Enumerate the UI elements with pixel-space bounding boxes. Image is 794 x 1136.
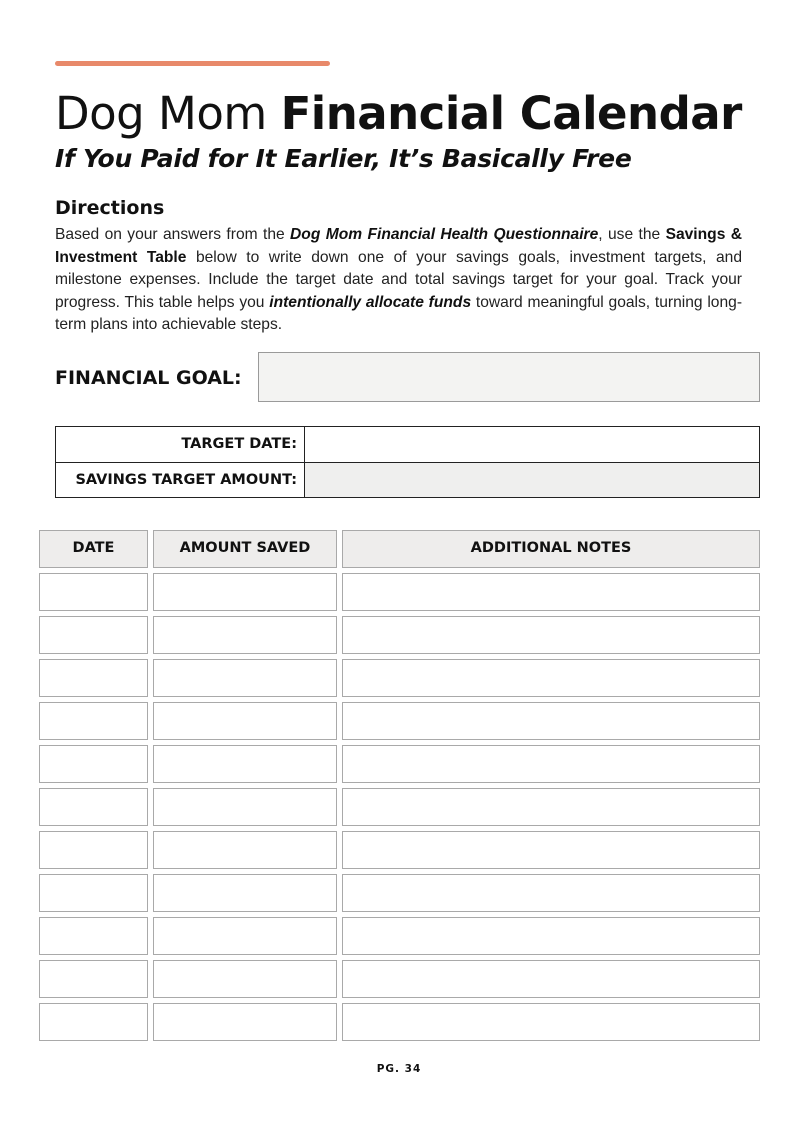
savings-target-row bbox=[56, 462, 759, 497]
amount-saved-cell[interactable] bbox=[153, 874, 337, 912]
amount-saved-cell[interactable] bbox=[153, 831, 337, 869]
financial-goal-field[interactable] bbox=[258, 352, 760, 402]
amount-saved-cell[interactable] bbox=[153, 616, 337, 654]
date-cell[interactable] bbox=[39, 788, 148, 826]
page-number: PG. 34 bbox=[376, 1063, 422, 1075]
notes-cell[interactable] bbox=[342, 788, 760, 826]
emphasis-text: intentionally allocate funds bbox=[269, 293, 472, 311]
notes-cell[interactable] bbox=[342, 874, 760, 912]
date-cell[interactable] bbox=[39, 659, 148, 697]
table-header-row bbox=[39, 530, 760, 568]
amount-saved-cell[interactable] bbox=[153, 573, 337, 611]
amount-saved-cell[interactable] bbox=[153, 702, 337, 740]
page-title-light: Dog Mom bbox=[55, 87, 281, 140]
directions-body bbox=[55, 224, 742, 337]
amount-saved-cell[interactable] bbox=[153, 788, 337, 826]
table-row bbox=[39, 960, 760, 998]
table-row bbox=[39, 788, 760, 826]
directions-text: , use the bbox=[598, 226, 666, 243]
amount-saved-cell[interactable] bbox=[153, 1003, 337, 1041]
date-cell[interactable] bbox=[39, 874, 148, 912]
target-table bbox=[55, 426, 760, 498]
column-header-amount-saved: AMOUNT SAVED bbox=[153, 530, 337, 568]
page-title-bold: Financial Calendar bbox=[280, 87, 742, 140]
directions-text: below to write down one of your savings goals, investment targets, and milestone expenses. Include the target date and total savings target for your goal. Track your progress. This table helps you bbox=[55, 248, 742, 311]
directions-text: Based on your answers from the bbox=[55, 226, 291, 243]
column-header-additional-notes: ADDITIONAL NOTES bbox=[342, 530, 760, 568]
savings-log-table bbox=[39, 530, 760, 1046]
date-cell[interactable] bbox=[39, 702, 148, 740]
amount-saved-cell[interactable] bbox=[153, 960, 337, 998]
notes-cell[interactable] bbox=[342, 702, 760, 740]
page-subtitle: If You Paid for It Earlier, It’s Basically Free bbox=[55, 144, 632, 173]
date-cell[interactable] bbox=[39, 745, 148, 783]
notes-cell[interactable] bbox=[342, 1003, 760, 1041]
amount-saved-cell[interactable] bbox=[153, 659, 337, 697]
notes-cell[interactable] bbox=[342, 960, 760, 998]
financial-goal-label: FINANCIAL GOAL: bbox=[55, 367, 242, 389]
notes-cell[interactable] bbox=[342, 745, 760, 783]
column-header-date: DATE bbox=[39, 530, 148, 568]
notes-cell[interactable] bbox=[342, 573, 760, 611]
table-reference: Savings & Investment Table bbox=[55, 226, 742, 266]
directions-heading: Directions bbox=[55, 197, 165, 219]
notes-cell[interactable] bbox=[342, 616, 760, 654]
target-date-row bbox=[56, 427, 759, 462]
date-cell[interactable] bbox=[39, 1003, 148, 1041]
savings-target-field[interactable] bbox=[305, 463, 759, 497]
date-cell[interactable] bbox=[39, 960, 148, 998]
table-row bbox=[39, 745, 760, 783]
date-cell[interactable] bbox=[39, 831, 148, 869]
table-row bbox=[39, 831, 760, 869]
date-cell[interactable] bbox=[39, 616, 148, 654]
target-date-field[interactable] bbox=[305, 427, 759, 462]
directions-text: toward meaningful goals, turning long-term plans into achievable steps. bbox=[55, 293, 743, 333]
target-date-label: TARGET DATE: bbox=[56, 427, 305, 462]
table-row bbox=[39, 659, 760, 697]
table-row bbox=[39, 874, 760, 912]
date-cell[interactable] bbox=[39, 917, 148, 955]
table-row bbox=[39, 917, 760, 955]
savings-target-label: SAVINGS TARGET AMOUNT: bbox=[56, 463, 305, 497]
date-cell[interactable] bbox=[39, 573, 148, 611]
table-row bbox=[39, 573, 760, 611]
amount-saved-cell[interactable] bbox=[153, 745, 337, 783]
notes-cell[interactable] bbox=[342, 917, 760, 955]
table-row bbox=[39, 1003, 760, 1041]
accent-rule bbox=[55, 61, 330, 66]
amount-saved-cell[interactable] bbox=[153, 917, 337, 955]
page-title bbox=[55, 86, 742, 142]
questionnaire-reference: Dog Mom Financial Health Questionnaire bbox=[290, 226, 599, 243]
table-row bbox=[39, 616, 760, 654]
table-row bbox=[39, 702, 760, 740]
notes-cell[interactable] bbox=[342, 831, 760, 869]
notes-cell[interactable] bbox=[342, 659, 760, 697]
